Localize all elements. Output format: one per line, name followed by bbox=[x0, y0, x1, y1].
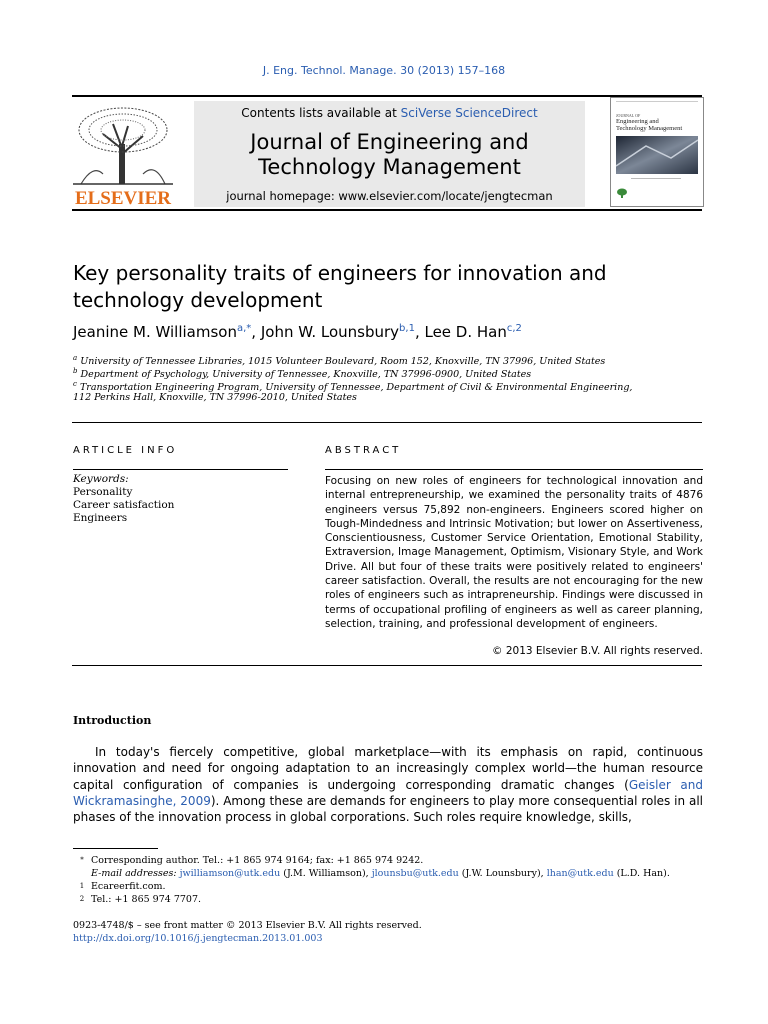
footnote-1 bbox=[73, 880, 713, 893]
email-link[interactable]: jwilliamson@utk.edu bbox=[179, 868, 281, 879]
cover-text: Engineering and bbox=[616, 118, 659, 125]
author-separator: , bbox=[414, 323, 425, 341]
author-name: Lee D. Han bbox=[424, 323, 507, 341]
footnote-mark: 1 bbox=[79, 882, 85, 890]
footnote-text: Tel.: +1 865 974 7707. bbox=[91, 894, 202, 905]
abstract-heading: ABSTRACT bbox=[325, 445, 402, 456]
journal-title-line: Journal of Engineering and bbox=[250, 130, 529, 154]
abstract-text: Focusing on new roles of engineers for technological innovation and internal entrepreneurship, we examined the personality traits of 4876 engineers versus 75,892 non-engineers. Engineers scored higher on Tough-Mindedness and Intrinsic Motivation; but lower on Assertiveness, Conscientiousness, Customer Service Orientation, Emotional Stability, Extraversion, Image Management, Optimism, Visionary Style, and Work Drive. All but four of these traits were positively related to engineers' career satisfaction. Overall, the results are not encouraging for the new roles of engineers such as intrapreneurship. Findings were discussed in terms of occupational profiling of engineers as well as career planning, selection, training, and professional development of engineers. bbox=[325, 475, 703, 630]
elsevier-tree-icon bbox=[73, 104, 173, 206]
footnote-text: Corresponding author. Tel.: +1 865 974 9164; fax: +1 865 974 9242. bbox=[91, 855, 424, 866]
affiliation-mark: a bbox=[73, 354, 78, 362]
reference-link[interactable]: Geisler and Wickramasinghe, 2009 bbox=[73, 777, 703, 808]
keywords-block bbox=[73, 473, 288, 525]
cover-text: Technology Management bbox=[616, 125, 683, 132]
article-title bbox=[73, 260, 713, 314]
author-affiliation-marks[interactable]: a,* bbox=[236, 323, 252, 334]
footnote-mark: 2 bbox=[79, 895, 85, 903]
author-name: Jeanine M. Williamson bbox=[73, 323, 237, 341]
cover-text: JOURNAL OF bbox=[616, 113, 641, 118]
keyword: Personality bbox=[73, 486, 133, 498]
email-link[interactable]: lhan@utk.edu bbox=[546, 868, 614, 879]
top-rule bbox=[72, 95, 702, 97]
banner-rule bbox=[72, 209, 702, 211]
front-matter-line: 0923-4748/$ – see front matter © 2013 Elsevier B.V. All rights reserved. bbox=[73, 920, 422, 931]
elsevier-logo bbox=[73, 104, 173, 206]
affiliation-text: Department of Psychology, University of Tennessee, Knoxville, TN 37996-0900, United States bbox=[80, 369, 532, 381]
keyword: Career satisfaction bbox=[73, 499, 175, 511]
affiliation-mark: b bbox=[73, 367, 78, 375]
footnote-emails bbox=[73, 867, 713, 880]
footnote-mark: * bbox=[80, 856, 84, 864]
author-list bbox=[73, 323, 713, 341]
footnote-text: Ecareerfit.com. bbox=[91, 881, 166, 892]
cover-tree-icon bbox=[616, 188, 628, 198]
cover-image bbox=[616, 136, 698, 174]
affiliation-mark: c bbox=[73, 380, 77, 388]
affiliation-text: 112 Perkins Hall, Knoxville, TN 37996-2010, United States bbox=[73, 392, 357, 403]
abstract-copyright: © 2013 Elsevier B.V. All rights reserved. bbox=[492, 645, 703, 657]
footnote-2 bbox=[73, 893, 713, 906]
email-owner: (J.W. Lounsbury), bbox=[458, 868, 547, 879]
sciencedirect-link[interactable]: SciVerse ScienceDirect bbox=[400, 106, 538, 120]
email-owner: (L.D. Han). bbox=[613, 868, 670, 879]
keywords-label: Keywords: bbox=[73, 473, 129, 485]
affiliation-text: Transportation Engineering Program, University of Tennessee, Department of Civil & Environmental Engineering, bbox=[79, 382, 633, 394]
homepage-link[interactable]: www.elsevier.com/locate/jengtecman bbox=[338, 189, 553, 203]
journal-homepage bbox=[194, 189, 585, 203]
introduction-heading: Introduction bbox=[73, 714, 152, 727]
elsevier-wordmark: ELSEVIER bbox=[74, 188, 172, 206]
author-affiliation-marks[interactable]: b,1 bbox=[399, 323, 415, 334]
section-rule bbox=[72, 422, 702, 423]
email-link[interactable]: jlounsbu@utk.edu bbox=[371, 868, 459, 879]
author-name: John W. Lounsbury bbox=[260, 323, 400, 341]
author-affiliation-marks[interactable]: c,2 bbox=[506, 323, 522, 334]
intro-text: In today's fiercely competitive, global marketplace—with its emphasis on rapid, continuous innovation and need for ongoing adaptation to an increasingly complex world—the human resource capital configuration of companies is undergoing corresponding dramatic changes ( bbox=[73, 745, 703, 792]
affiliation-text: University of Tennessee Libraries, 1015 Volunteer Boulevard, Room 152, Knoxville, TN 37996, United States bbox=[80, 356, 606, 368]
section-rule bbox=[72, 665, 702, 666]
article-info-heading: ARTICLE INFO bbox=[73, 445, 178, 456]
journal-title-line: Technology Management bbox=[258, 155, 521, 179]
doi-link[interactable]: http://dx.doi.org/10.1016/j.jengtecman.2013.01.003 bbox=[73, 933, 323, 944]
footnote-rule bbox=[73, 848, 158, 849]
journal-citation[interactable]: J. Eng. Technol. Manage. 30 (2013) 157–168 bbox=[262, 64, 506, 77]
journal-cover-thumbnail bbox=[610, 97, 704, 207]
homepage-label: journal homepage: bbox=[226, 189, 339, 203]
email-label: E-mail addresses: bbox=[91, 868, 180, 879]
journal-title bbox=[194, 130, 585, 180]
article-title-line: Key personality traits of engineers for innovation and bbox=[73, 261, 607, 285]
affiliation bbox=[73, 391, 713, 404]
keyword: Engineers bbox=[73, 512, 128, 524]
intro-text: ). Among these are demands for engineers to play more consequential roles in all phases of the innovation process in global corporations. Such roles require knowledge, skills, bbox=[73, 793, 704, 825]
introduction-paragraph bbox=[73, 744, 703, 825]
abstract-rule bbox=[325, 469, 703, 470]
article-title-line: technology development bbox=[73, 288, 323, 312]
email-owner: (J.M. Williamson), bbox=[280, 868, 372, 879]
contents-prefix: Contents lists available at bbox=[241, 106, 401, 120]
author-separator: , bbox=[251, 323, 261, 341]
contents-availability bbox=[194, 106, 585, 120]
footnote-corresponding bbox=[73, 854, 713, 867]
article-info-rule bbox=[73, 469, 288, 470]
